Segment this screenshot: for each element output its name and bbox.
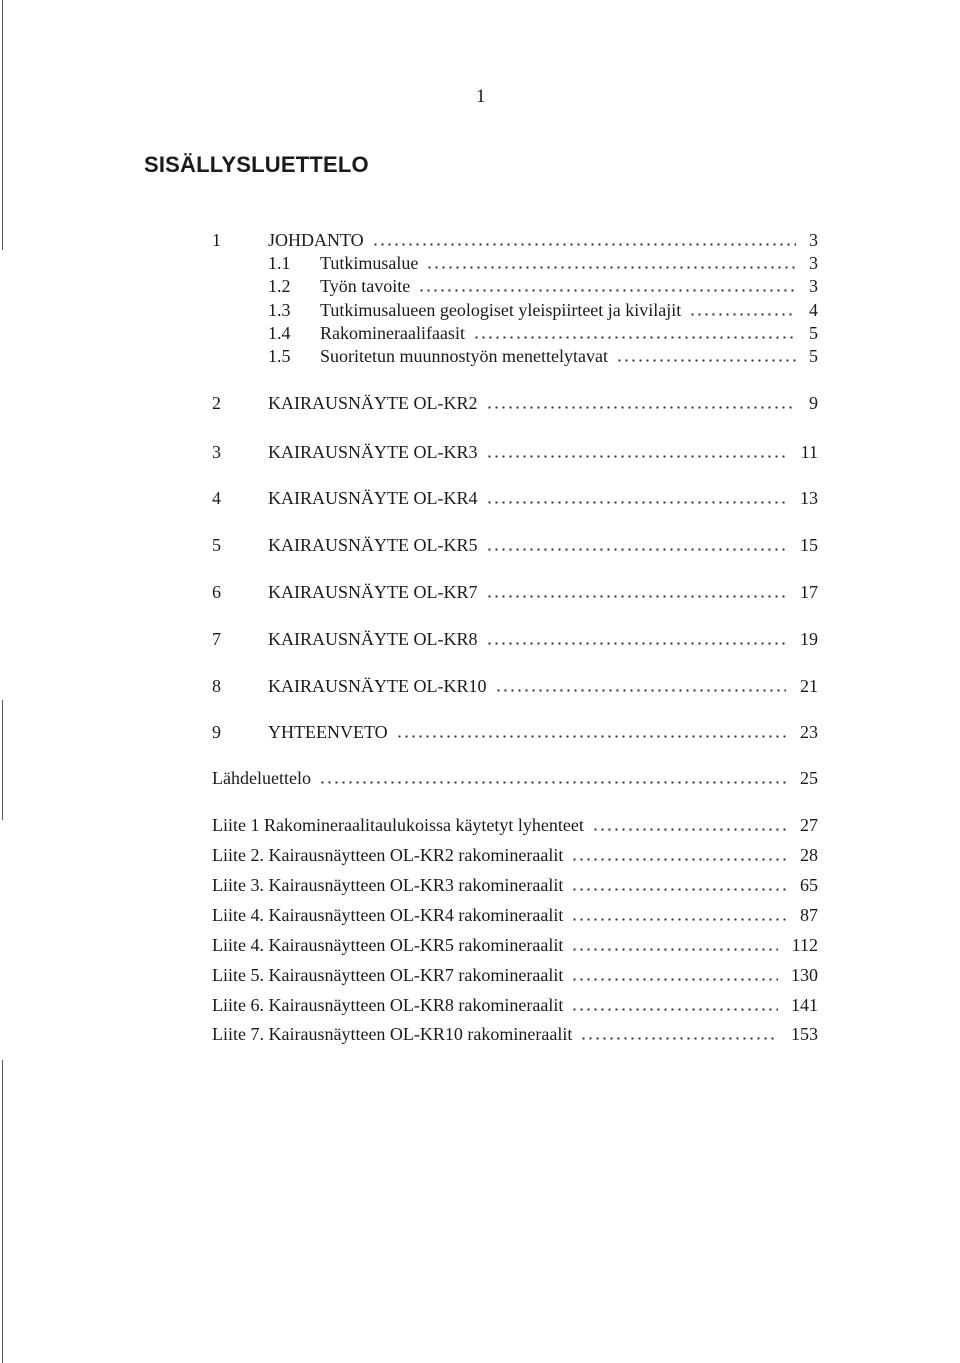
toc-entry-label: KAIRAUSNÄYTE OL-KR3: [268, 442, 478, 462]
toc-entry-label: Liite 1 Rakomineraalitaulukoissa käytetyt lyhenteet: [212, 815, 584, 835]
toc-entry-label: Liite 6. Kairausnäytteen OL-KR8 rakomineraalit: [212, 995, 564, 1015]
toc-entry-label: Lähdeluettelo: [212, 768, 311, 788]
toc-entry-number: 1: [212, 230, 221, 250]
toc-entry-label: Rakomineraalifaasit: [320, 323, 465, 343]
toc-leader-dots: [473, 336, 796, 339]
toc-entry-label: YHTEENVETO: [268, 722, 388, 742]
page-title: SISÄLLYSLUETTELO: [144, 152, 369, 177]
toc-entry-page: 3: [809, 253, 818, 273]
toc-entry[interactable]: [0, 440, 960, 464]
toc-entry[interactable]: [0, 391, 960, 415]
toc-entry-label: Liite 4. Kairausnäytteen OL-KR4 rakomineraalit: [212, 905, 564, 925]
toc-entry-number: 6: [212, 582, 221, 602]
toc-entry-page: 4: [809, 300, 818, 320]
toc-leader-dots: [372, 243, 796, 246]
toc-entry[interactable]: [0, 766, 960, 790]
toc-leader-dots: [580, 1037, 778, 1040]
toc-entry-page: 17: [800, 582, 818, 602]
toc-leader-dots: [319, 781, 786, 784]
toc-entry-page: 25: [800, 768, 818, 788]
toc-leader-dots: [418, 289, 796, 292]
toc-entry[interactable]: [0, 873, 960, 897]
toc-leader-dots: [571, 888, 786, 891]
toc-entry-number: 1.5: [268, 346, 291, 366]
toc-leader-dots: [486, 595, 787, 598]
toc-leader-dots: [592, 828, 786, 831]
toc-leader-dots: [486, 406, 797, 409]
toc-entry[interactable]: [0, 627, 960, 651]
toc-entry-label: KAIRAUSNÄYTE OL-KR7: [268, 582, 478, 602]
scan-edge-line: [2, 0, 3, 250]
toc-entry-number: 9: [212, 722, 221, 742]
toc-entry-number: 1.1: [268, 253, 291, 273]
toc-entry[interactable]: [0, 228, 960, 252]
toc-leader-dots: [571, 978, 778, 981]
toc-leader-dots: [486, 455, 787, 458]
toc-entry-page: 27: [800, 815, 818, 835]
toc-entry[interactable]: [0, 298, 960, 322]
toc-entry[interactable]: [0, 933, 960, 957]
toc-entry-number: 3: [212, 442, 221, 462]
toc-entry-label: Liite 2. Kairausnäytteen OL-KR2 rakomineraalit: [212, 845, 564, 865]
toc-entry[interactable]: [0, 993, 960, 1017]
toc-entry[interactable]: [0, 580, 960, 604]
toc-entry-page: 9: [809, 393, 818, 413]
toc-leader-dots: [426, 266, 796, 269]
scan-edge-line: [2, 1060, 3, 1363]
toc-entry-number: 1.4: [268, 323, 291, 343]
toc-entry-page: 87: [800, 905, 818, 925]
toc-entry[interactable]: [0, 251, 960, 275]
toc-entry-label: KAIRAUSNÄYTE OL-KR10: [268, 676, 487, 696]
toc-entry-label: Tutkimusalueen geologiset yleispiirteet ja kivilajit: [320, 300, 682, 320]
toc-entry-page: 112: [791, 935, 818, 955]
toc-entry-label: JOHDANTO: [268, 230, 364, 250]
toc-entry-page: 141: [791, 995, 818, 1015]
toc-leader-dots: [571, 948, 778, 951]
toc-entry-page: 21: [800, 676, 818, 696]
toc-entry-label: KAIRAUSNÄYTE OL-KR5: [268, 535, 478, 555]
toc-entry-page: 19: [800, 629, 818, 649]
toc-entry-label: KAIRAUSNÄYTE OL-KR8: [268, 629, 478, 649]
toc-entry-number: 2: [212, 393, 221, 413]
toc-entry[interactable]: [0, 813, 960, 837]
toc-entry[interactable]: [0, 344, 960, 368]
toc-entry-number: 7: [212, 629, 221, 649]
toc-leader-dots: [616, 359, 796, 362]
toc-entry-page: 13: [800, 488, 818, 508]
toc-entry[interactable]: [0, 486, 960, 510]
scan-edge-line: [2, 700, 3, 820]
toc-entry-page: 3: [809, 230, 818, 250]
toc-leader-dots: [486, 548, 787, 551]
toc-leader-dots: [571, 1008, 778, 1011]
toc-entry[interactable]: [0, 321, 960, 345]
toc-entry-page: 23: [800, 722, 818, 742]
toc-entry-label: Liite 5. Kairausnäytteen OL-KR7 rakomineraalit: [212, 965, 564, 985]
toc-entry-page: 11: [800, 442, 818, 462]
toc-entry-label: Suoritetun muunnostyön menettelytavat: [320, 346, 608, 366]
toc-entry-number: 5: [212, 535, 221, 555]
toc-entry-page: 130: [791, 965, 818, 985]
toc-entry-label: Liite 3. Kairausnäytteen OL-KR3 rakomineraalit: [212, 875, 564, 895]
page-number: 1: [476, 86, 486, 107]
toc-entry[interactable]: [0, 963, 960, 987]
toc-entry[interactable]: [0, 1022, 960, 1046]
toc-entry-page: 3: [809, 276, 818, 296]
toc-entry-label: KAIRAUSNÄYTE OL-KR4: [268, 488, 478, 508]
toc-entry-number: 8: [212, 676, 221, 696]
toc-entry-label: Työn tavoite: [320, 276, 411, 296]
toc-entry[interactable]: [0, 533, 960, 557]
toc-leader-dots: [396, 735, 786, 738]
toc-entry-label: KAIRAUSNÄYTE OL-KR2: [268, 393, 478, 413]
toc-leader-dots: [571, 918, 786, 921]
toc-entry-page: 28: [800, 845, 818, 865]
toc-leader-dots: [571, 858, 786, 861]
toc-entry[interactable]: [0, 843, 960, 867]
toc-entry[interactable]: [0, 903, 960, 927]
toc-entry[interactable]: [0, 674, 960, 698]
toc-entry-number: 1.3: [268, 300, 291, 320]
toc-entry-page: 65: [800, 875, 818, 895]
toc-leader-dots: [495, 689, 787, 692]
toc-entry-page: 153: [791, 1024, 818, 1044]
toc-entry-label: Liite 4. Kairausnäytteen OL-KR5 rakomineraalit: [212, 935, 564, 955]
toc-entry-number: 4: [212, 488, 221, 508]
toc-entry[interactable]: [0, 274, 960, 298]
toc-entry-page: 5: [809, 346, 818, 366]
toc-entry-page: 15: [800, 535, 818, 555]
toc-entry-number: 1.2: [268, 276, 291, 296]
toc-entry-label: Tutkimusalue: [320, 253, 419, 273]
toc-entry-page: 5: [809, 323, 818, 343]
toc-entry-label: Liite 7. Kairausnäytteen OL-KR10 rakomineraalit: [212, 1024, 573, 1044]
toc-entry[interactable]: [0, 720, 960, 744]
toc-leader-dots: [689, 313, 796, 316]
toc-leader-dots: [486, 501, 787, 504]
toc-leader-dots: [486, 642, 787, 645]
